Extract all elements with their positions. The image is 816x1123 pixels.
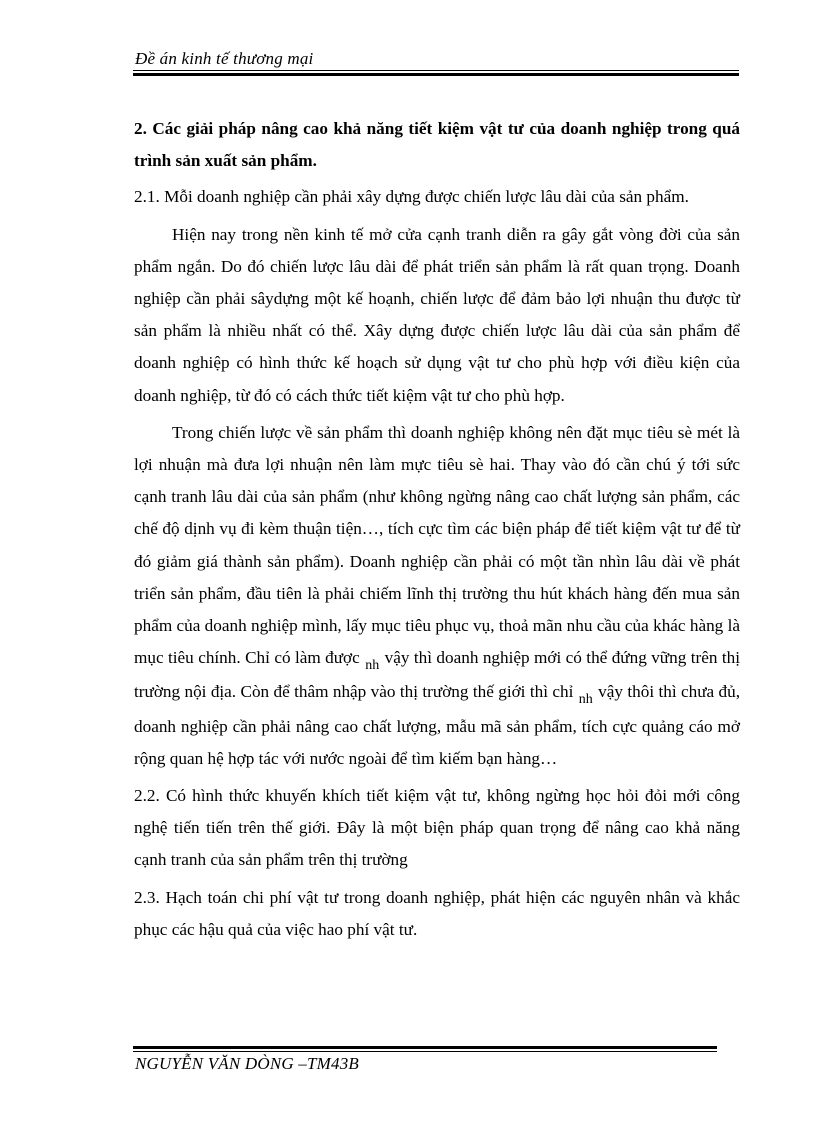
paragraph-2-text-a: Trong chiến lược về sản phẩm thì doanh nghiệp không nên đặt mục tiêu sè mét là lợi nhuận mà đưa lợi nhuận nên làm mực tiêu sè hai. Thay vào đó cần chú ý tới sức cạnh tranh lâu dài của sản phẩm (như không ngừng nâng cao chất lượng sản phẩm, các chế độ dịnh vụ đi kèm thuận tiện…, tích cực tìm các biện pháp để tiết kiệm vật tư để từ đó giảm giá thành sản phẩm). Doanh nghiệp cần phải có một tần nhìn lâu dài về phát triển sản phẩm, đầu tiên là phải chiếm lĩnh thị trường thu hút khách hàng đến mua sản phẩm của doanh nghiệp mình, lấy mục tiêu phục vụ, thoả mãn nhu cầu của khác hàng là mục tiêu chính. Chỉ có làm được <box>134 422 740 668</box>
document-body <box>134 113 740 946</box>
footer-rule-thin <box>133 1051 717 1052</box>
subscript-nh-1: nh <box>365 658 380 674</box>
section-heading: 2. Các giải pháp nâng cao khả năng tiết kiệm vật tư của doanh nghiệp trong quá trình sản xuất sản phẩm. <box>134 119 740 171</box>
paragraph-2-text-c: vậy thôi thì chưa đủ, doanh nghiệp cần phải nâng cao chất lượng, mẫu mã sản phẩm, tích cực quảng cáo mở rộng quan hệ hợp tác với nước ngoài để tìm kiếm bạn hàng… <box>134 682 741 768</box>
header-rule-thin <box>133 70 739 71</box>
paragraph-2-text-b: vậy thì doanh nghiệp mới có thể đứng vững trên thị trường nội địa. Còn để thâm nhập vào thị trường thế giới thì chỉ <box>134 648 741 702</box>
subsection-2-2: 2.2. Có hình thức khuyến khích tiết kiệm vật tư, không ngừng học hỏi đỏi mới công nghệ tiến tiến trên thế giới. Đây là một biện pháp quan trọng để nâng cao khả năng cạnh tranh của sản phẩm trên thị trường <box>134 786 740 870</box>
footer-rule-thick <box>133 1046 717 1049</box>
paragraph-2 <box>134 417 740 775</box>
paragraph-1: Hiện nay trong nền kinh tế mở cửa cạnh tranh diễn ra gây gắt vòng đời của sản phẩm ngắn. Do đó chiến lược lâu dài để phát triển sản phẩm là rất quan trọng. Doanh nghiệp cần phải sâydựng một kế hoạnh, chiến lược để đảm bảo lợi nhuận thu được từ sản phẩm là nhiều nhất có thể. Xây dựng được chiến lược lâu dài của sản phẩm để doanh nghiệp có hình thức kế hoạch sử dụng vật tư cho phù hợp với điều kiện của doanh nghiệp, từ đó có cách thức tiết kiệm vật tư cho phù hợp. <box>134 224 740 405</box>
subscript-nh-2: nh <box>578 692 593 708</box>
subsection-2-1: 2.1. Mỗi doanh nghiệp cần phải xây dựng được chiến lược lâu dài của sản phẩm. <box>134 187 689 207</box>
header-rule-thick <box>133 73 739 76</box>
header-title: Đề án kinh tế thương mại <box>135 49 314 68</box>
footer-author: NGUYỄN VĂN DÒNG –TM43B <box>135 1054 359 1073</box>
subsection-2-3: 2.3. Hạch toán chi phí vật tư trong doanh nghiệp, phát hiện các nguyên nhân và khắc phục các hậu quả của việc hao phí vật tư. <box>134 887 740 939</box>
